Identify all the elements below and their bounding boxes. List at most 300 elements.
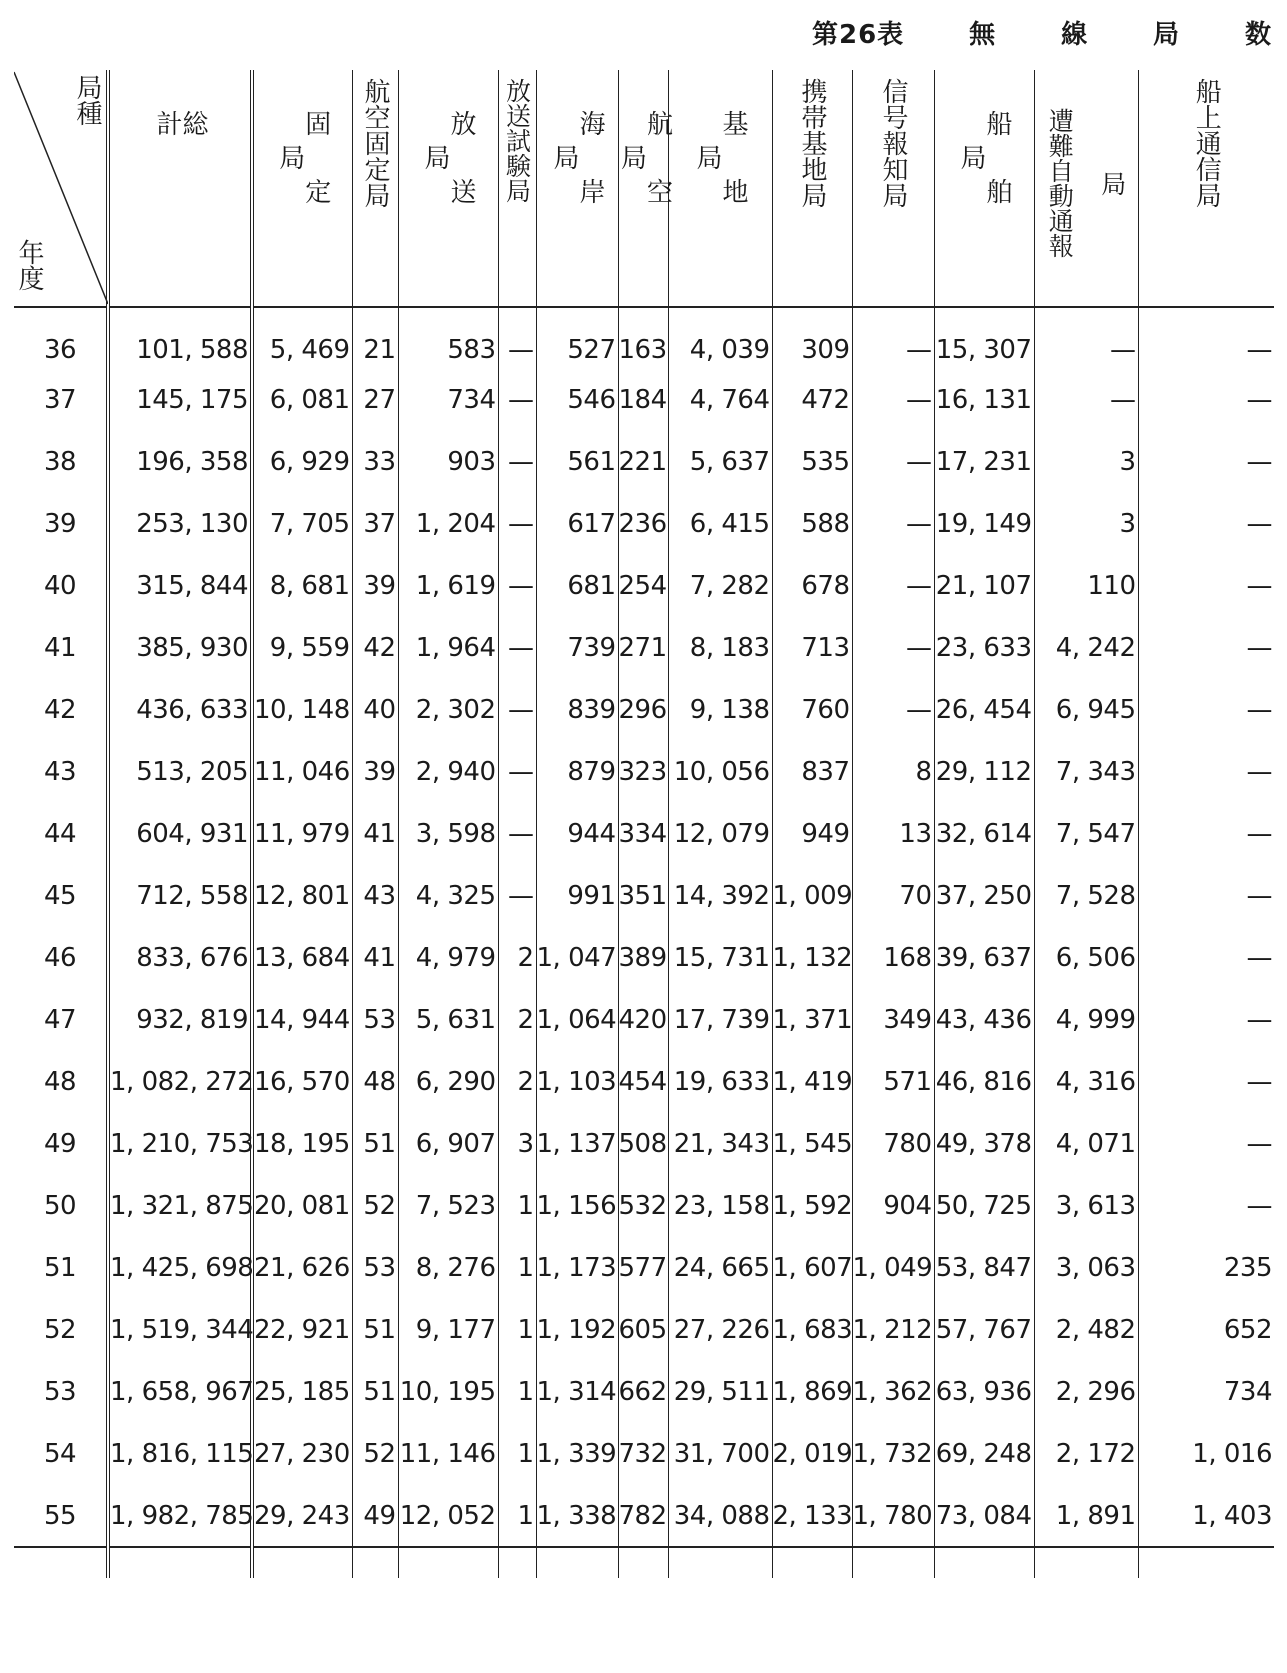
cell-coast: 1, 137 <box>536 1113 618 1175</box>
cell-fixed: 29, 243 <box>252 1485 352 1547</box>
cell-aero: 351 <box>618 865 668 927</box>
cell-coast: 681 <box>536 555 618 617</box>
cell-portable_base: 760 <box>772 679 852 741</box>
cell-fixed: 6, 081 <box>252 369 352 431</box>
cell-ship: 21, 107 <box>934 555 1034 617</box>
cell-signal_report: 8 <box>852 741 934 803</box>
cell-portable_base: 678 <box>772 555 852 617</box>
cell-distress_auto: 4, 316 <box>1034 1051 1138 1113</box>
column-header-base: 基地局 <box>668 70 772 307</box>
cell-distress_auto: 1, 891 <box>1034 1485 1138 1547</box>
cell-broadcast_test: 1 <box>498 1299 536 1361</box>
cell-onboard: — <box>1138 369 1274 431</box>
cell-aero: 782 <box>618 1485 668 1547</box>
cell-aero_fixed: 43 <box>352 865 398 927</box>
cell-aero: 254 <box>618 555 668 617</box>
cell-distress_auto: — <box>1034 307 1138 369</box>
cell-portable_base: 949 <box>772 803 852 865</box>
cell-broadcast_test: — <box>498 493 536 555</box>
cell-ship: 46, 816 <box>934 1051 1034 1113</box>
cell-base: 27, 226 <box>668 1299 772 1361</box>
column-header-fixed: 固定局 <box>252 70 352 307</box>
cell-coast: 839 <box>536 679 618 741</box>
table-row <box>14 1051 1274 1113</box>
cell-portable_base: 535 <box>772 431 852 493</box>
cell-coast: 739 <box>536 617 618 679</box>
cell-total: 385, 930 <box>108 617 252 679</box>
cell-aero_fixed: 39 <box>352 555 398 617</box>
cell-aero: 271 <box>618 617 668 679</box>
cell-broadcast_test: — <box>498 431 536 493</box>
cell-ship: 69, 248 <box>934 1423 1034 1485</box>
cell-aero: 662 <box>618 1361 668 1423</box>
cell-fixed: 18, 195 <box>252 1113 352 1175</box>
cell-portable_base: 1, 545 <box>772 1113 852 1175</box>
cell-aero_fixed: 27 <box>352 369 398 431</box>
cell-base: 19, 633 <box>668 1051 772 1113</box>
cell-broadcast_test: 1 <box>498 1361 536 1423</box>
column-header-ship: 船舶局 <box>934 70 1034 307</box>
cell-broadcast_test: 2 <box>498 1051 536 1113</box>
cell-coast: 546 <box>536 369 618 431</box>
cell-aero_fixed: 37 <box>352 493 398 555</box>
cell-broadcast: 5, 631 <box>398 989 498 1051</box>
cell-fixed: 6, 929 <box>252 431 352 493</box>
cell-signal_report: 904 <box>852 1175 934 1237</box>
table-row <box>14 803 1274 865</box>
year-cell: 49 <box>43 1129 77 1159</box>
cell-total: 513, 205 <box>108 741 252 803</box>
cell-onboard: — <box>1138 1113 1274 1175</box>
table-row <box>14 927 1274 989</box>
cell-onboard: — <box>1138 1051 1274 1113</box>
table-row <box>14 1175 1274 1237</box>
year-cell: 40 <box>43 571 77 601</box>
cell-broadcast: 12, 052 <box>398 1485 498 1547</box>
cell-distress_auto: 7, 343 <box>1034 741 1138 803</box>
cell-fixed: 11, 046 <box>252 741 352 803</box>
cell-broadcast: 3, 598 <box>398 803 498 865</box>
cell-aero_fixed: 40 <box>352 679 398 741</box>
cell-portable_base: 1, 371 <box>772 989 852 1051</box>
cell-broadcast_test: — <box>498 865 536 927</box>
cell-portable_base: 1, 419 <box>772 1051 852 1113</box>
page-title <box>812 12 1272 52</box>
cell-fixed: 7, 705 <box>252 493 352 555</box>
cell-aero: 577 <box>618 1237 668 1299</box>
cell-coast: 1, 192 <box>536 1299 618 1361</box>
cell-total: 1, 082, 272 <box>108 1051 252 1113</box>
cell-total: 145, 175 <box>108 369 252 431</box>
cell-ship: 49, 378 <box>934 1113 1034 1175</box>
cell-portable_base: 713 <box>772 617 852 679</box>
cell-portable_base: 837 <box>772 741 852 803</box>
cell-broadcast: 734 <box>398 369 498 431</box>
cell-total: 1, 519, 344 <box>108 1299 252 1361</box>
cell-broadcast: 6, 290 <box>398 1051 498 1113</box>
cell-broadcast: 4, 979 <box>398 927 498 989</box>
cell-aero_fixed: 51 <box>352 1299 398 1361</box>
cell-aero_fixed: 42 <box>352 617 398 679</box>
cell-base: 4, 039 <box>668 307 772 369</box>
year-cell: 38 <box>43 447 77 477</box>
cell-coast: 561 <box>536 431 618 493</box>
cell-onboard: 734 <box>1138 1361 1274 1423</box>
radio-stations-table <box>14 70 1274 1578</box>
cell-broadcast: 583 <box>398 307 498 369</box>
cell-fixed: 12, 801 <box>252 865 352 927</box>
cell-broadcast: 1, 964 <box>398 617 498 679</box>
cell-portable_base: 1, 009 <box>772 865 852 927</box>
column-header-signal-report: 信号報知局 <box>852 70 934 307</box>
cell-onboard: — <box>1138 679 1274 741</box>
cell-ship: 37, 250 <box>934 865 1034 927</box>
cell-broadcast_test: 1 <box>498 1175 536 1237</box>
cell-onboard: — <box>1138 1175 1274 1237</box>
year-cell: 37 <box>43 385 77 415</box>
cell-base: 8, 183 <box>668 617 772 679</box>
column-header-aero: 航空局 <box>618 70 668 307</box>
cell-coast: 527 <box>536 307 618 369</box>
cell-aero_fixed: 53 <box>352 1237 398 1299</box>
cell-signal_report: 1, 732 <box>852 1423 934 1485</box>
year-cell: 42 <box>43 695 77 725</box>
cell-signal_report: 1, 212 <box>852 1299 934 1361</box>
cell-broadcast_test: — <box>498 679 536 741</box>
cell-coast: 1, 103 <box>536 1051 618 1113</box>
cell-signal_report: 13 <box>852 803 934 865</box>
year-cell: 50 <box>43 1191 77 1221</box>
cell-ship: 32, 614 <box>934 803 1034 865</box>
table-row <box>14 369 1274 431</box>
cell-aero_fixed: 49 <box>352 1485 398 1547</box>
table-row <box>14 1423 1274 1485</box>
cell-onboard: 1, 016 <box>1138 1423 1274 1485</box>
cell-total: 1, 982, 785 <box>108 1485 252 1547</box>
cell-onboard: — <box>1138 307 1274 369</box>
cell-onboard: — <box>1138 927 1274 989</box>
cell-total: 1, 321, 875 <box>108 1175 252 1237</box>
cell-fixed: 27, 230 <box>252 1423 352 1485</box>
cell-aero: 296 <box>618 679 668 741</box>
cell-distress_auto: 7, 528 <box>1034 865 1138 927</box>
cell-base: 6, 415 <box>668 493 772 555</box>
cell-coast: 944 <box>536 803 618 865</box>
cell-coast: 1, 156 <box>536 1175 618 1237</box>
cell-aero: 163 <box>618 307 668 369</box>
cell-total: 196, 358 <box>108 431 252 493</box>
cell-distress_auto: 4, 242 <box>1034 617 1138 679</box>
cell-aero: 389 <box>618 927 668 989</box>
cell-aero_fixed: 41 <box>352 927 398 989</box>
cell-base: 14, 392 <box>668 865 772 927</box>
year-cell: 41 <box>43 633 77 663</box>
cell-aero: 184 <box>618 369 668 431</box>
cell-ship: 15, 307 <box>934 307 1034 369</box>
cell-broadcast_test: — <box>498 555 536 617</box>
cell-aero: 508 <box>618 1113 668 1175</box>
table-row <box>14 1485 1274 1547</box>
cell-fixed: 11, 979 <box>252 803 352 865</box>
cell-fixed: 20, 081 <box>252 1175 352 1237</box>
cell-ship: 39, 637 <box>934 927 1034 989</box>
column-header-total: 総計 <box>108 70 252 307</box>
cell-coast: 991 <box>536 865 618 927</box>
cell-aero: 221 <box>618 431 668 493</box>
cell-onboard: — <box>1138 865 1274 927</box>
cell-signal_report: 168 <box>852 927 934 989</box>
cell-broadcast: 9, 177 <box>398 1299 498 1361</box>
cell-total: 1, 816, 115 <box>108 1423 252 1485</box>
cell-base: 34, 088 <box>668 1485 772 1547</box>
cell-signal_report: 1, 049 <box>852 1237 934 1299</box>
table-body <box>14 307 1274 1547</box>
cell-total: 604, 931 <box>108 803 252 865</box>
column-header-broadcast: 放送局 <box>398 70 498 307</box>
cell-broadcast_test: — <box>498 803 536 865</box>
table-row <box>14 493 1274 555</box>
cell-portable_base: 2, 019 <box>772 1423 852 1485</box>
cell-onboard: 235 <box>1138 1237 1274 1299</box>
cell-distress_auto: 4, 071 <box>1034 1113 1138 1175</box>
cell-fixed: 16, 570 <box>252 1051 352 1113</box>
year-cell: 54 <box>43 1439 77 1469</box>
cell-coast: 1, 173 <box>536 1237 618 1299</box>
year-cell: 45 <box>43 881 77 911</box>
table-row <box>14 307 1274 369</box>
corner-label-year: 年度 <box>14 239 44 292</box>
cell-onboard: — <box>1138 431 1274 493</box>
cell-base: 15, 731 <box>668 927 772 989</box>
cell-fixed: 8, 681 <box>252 555 352 617</box>
cell-onboard: — <box>1138 741 1274 803</box>
cell-broadcast: 8, 276 <box>398 1237 498 1299</box>
cell-aero_fixed: 41 <box>352 803 398 865</box>
cell-coast: 1, 339 <box>536 1423 618 1485</box>
cell-portable_base: 2, 133 <box>772 1485 852 1547</box>
cell-signal_report: 1, 362 <box>852 1361 934 1423</box>
cell-broadcast: 903 <box>398 431 498 493</box>
cell-aero: 334 <box>618 803 668 865</box>
cell-broadcast: 11, 146 <box>398 1423 498 1485</box>
cell-total: 712, 558 <box>108 865 252 927</box>
cell-ship: 16, 131 <box>934 369 1034 431</box>
cell-signal_report: 349 <box>852 989 934 1051</box>
cell-signal_report: — <box>852 617 934 679</box>
cell-coast: 879 <box>536 741 618 803</box>
cell-fixed: 13, 684 <box>252 927 352 989</box>
cell-total: 315, 844 <box>108 555 252 617</box>
cell-total: 1, 210, 753 <box>108 1113 252 1175</box>
cell-signal_report: 571 <box>852 1051 934 1113</box>
cell-aero_fixed: 52 <box>352 1423 398 1485</box>
cell-total: 253, 130 <box>108 493 252 555</box>
table-row <box>14 617 1274 679</box>
table-row <box>14 679 1274 741</box>
cell-aero_fixed: 51 <box>352 1361 398 1423</box>
cell-broadcast: 6, 907 <box>398 1113 498 1175</box>
cell-distress_auto: 7, 547 <box>1034 803 1138 865</box>
cell-ship: 50, 725 <box>934 1175 1034 1237</box>
year-cell: 55 <box>43 1500 77 1531</box>
table-row <box>14 989 1274 1051</box>
cell-distress_auto: 2, 296 <box>1034 1361 1138 1423</box>
table-number: 第26表 <box>812 19 905 50</box>
corner-label-type: 局種 <box>72 74 102 126</box>
cell-broadcast: 2, 302 <box>398 679 498 741</box>
cell-onboard: — <box>1138 617 1274 679</box>
cell-base: 23, 158 <box>668 1175 772 1237</box>
cell-distress_auto: 6, 945 <box>1034 679 1138 741</box>
table-row <box>14 1299 1274 1361</box>
cell-onboard: — <box>1138 555 1274 617</box>
cell-fixed: 21, 626 <box>252 1237 352 1299</box>
cell-signal_report: — <box>852 307 934 369</box>
cell-portable_base: 309 <box>772 307 852 369</box>
cell-base: 7, 282 <box>668 555 772 617</box>
cell-base: 29, 511 <box>668 1361 772 1423</box>
cell-broadcast: 10, 195 <box>398 1361 498 1423</box>
year-cell: 48 <box>43 1067 77 1097</box>
cell-broadcast: 4, 325 <box>398 865 498 927</box>
cell-distress_auto: 3 <box>1034 431 1138 493</box>
cell-base: 10, 056 <box>668 741 772 803</box>
column-header-aero-fixed: 航空固定局 <box>352 70 398 307</box>
cell-fixed: 22, 921 <box>252 1299 352 1361</box>
cell-portable_base: 1, 683 <box>772 1299 852 1361</box>
cell-portable_base: 1, 607 <box>772 1237 852 1299</box>
year-cell: 51 <box>43 1253 77 1283</box>
cell-portable_base: 472 <box>772 369 852 431</box>
cell-distress_auto: 4, 999 <box>1034 989 1138 1051</box>
cell-aero: 323 <box>618 741 668 803</box>
cell-distress_auto: 6, 506 <box>1034 927 1138 989</box>
cell-broadcast_test: — <box>498 369 536 431</box>
cell-aero_fixed: 21 <box>352 307 398 369</box>
cell-distress_auto: 3 <box>1034 493 1138 555</box>
cell-portable_base: 1, 592 <box>772 1175 852 1237</box>
column-header-broadcast-test: 放送試験局 <box>498 70 536 307</box>
cell-aero: 605 <box>618 1299 668 1361</box>
cell-broadcast: 1, 204 <box>398 493 498 555</box>
cell-broadcast_test: — <box>498 741 536 803</box>
cell-aero_fixed: 53 <box>352 989 398 1051</box>
table-row <box>14 1361 1274 1423</box>
cell-signal_report: 70 <box>852 865 934 927</box>
cell-distress_auto: 2, 482 <box>1034 1299 1138 1361</box>
cell-base: 17, 739 <box>668 989 772 1051</box>
cell-onboard: 1, 403 <box>1138 1485 1274 1547</box>
year-cell: 36 <box>43 334 77 365</box>
year-cell: 52 <box>43 1315 77 1345</box>
cell-aero_fixed: 52 <box>352 1175 398 1237</box>
table-row <box>14 555 1274 617</box>
cell-broadcast: 1, 619 <box>398 555 498 617</box>
cell-broadcast_test: 2 <box>498 927 536 989</box>
cell-aero_fixed: 39 <box>352 741 398 803</box>
cell-signal_report: 1, 780 <box>852 1485 934 1547</box>
year-cell: 47 <box>43 1005 77 1035</box>
cell-fixed: 10, 148 <box>252 679 352 741</box>
column-header-coast: 海岸局 <box>536 70 618 307</box>
cell-ship: 29, 112 <box>934 741 1034 803</box>
cell-broadcast_test: — <box>498 617 536 679</box>
cell-ship: 43, 436 <box>934 989 1034 1051</box>
cell-total: 833, 676 <box>108 927 252 989</box>
cell-base: 5, 637 <box>668 431 772 493</box>
cell-base: 21, 343 <box>668 1113 772 1175</box>
cell-broadcast_test: 1 <box>498 1423 536 1485</box>
table-footer-row <box>14 1547 1274 1578</box>
corner-header <box>14 70 108 307</box>
header-row <box>14 70 1274 307</box>
cell-onboard: — <box>1138 989 1274 1051</box>
cell-ship: 23, 633 <box>934 617 1034 679</box>
table-row <box>14 741 1274 803</box>
cell-base: 24, 665 <box>668 1237 772 1299</box>
year-cell: 39 <box>43 509 77 539</box>
year-cell: 46 <box>43 943 77 973</box>
cell-coast: 1, 064 <box>536 989 618 1051</box>
cell-portable_base: 1, 132 <box>772 927 852 989</box>
cell-distress_auto: 2, 172 <box>1034 1423 1138 1485</box>
cell-ship: 57, 767 <box>934 1299 1034 1361</box>
cell-onboard: — <box>1138 803 1274 865</box>
cell-ship: 19, 149 <box>934 493 1034 555</box>
column-header-onboard: 船上通信局 <box>1138 70 1274 307</box>
cell-total: 1, 658, 967 <box>108 1361 252 1423</box>
cell-onboard: — <box>1138 493 1274 555</box>
cell-aero: 236 <box>618 493 668 555</box>
cell-ship: 73, 084 <box>934 1485 1034 1547</box>
cell-broadcast_test: 2 <box>498 989 536 1051</box>
cell-total: 101, 588 <box>108 307 252 369</box>
cell-portable_base: 588 <box>772 493 852 555</box>
cell-total: 1, 425, 698 <box>108 1237 252 1299</box>
table-row <box>14 865 1274 927</box>
table-row <box>14 1237 1274 1299</box>
cell-broadcast_test: 1 <box>498 1485 536 1547</box>
year-cell: 44 <box>43 819 77 849</box>
cell-base: 9, 138 <box>668 679 772 741</box>
cell-coast: 1, 338 <box>536 1485 618 1547</box>
title-char: 無 <box>969 19 997 50</box>
cell-onboard: 652 <box>1138 1299 1274 1361</box>
cell-fixed: 9, 559 <box>252 617 352 679</box>
cell-portable_base: 1, 869 <box>772 1361 852 1423</box>
cell-aero: 454 <box>618 1051 668 1113</box>
cell-distress_auto: 3, 613 <box>1034 1175 1138 1237</box>
cell-total: 436, 633 <box>108 679 252 741</box>
cell-base: 4, 764 <box>668 369 772 431</box>
cell-coast: 1, 314 <box>536 1361 618 1423</box>
year-cell: 53 <box>43 1377 77 1407</box>
cell-signal_report: — <box>852 431 934 493</box>
cell-fixed: 25, 185 <box>252 1361 352 1423</box>
cell-fixed: 14, 944 <box>252 989 352 1051</box>
cell-signal_report: — <box>852 369 934 431</box>
title-char: 線 <box>1061 19 1089 50</box>
cell-base: 12, 079 <box>668 803 772 865</box>
cell-broadcast: 7, 523 <box>398 1175 498 1237</box>
title-char: 局 <box>1153 19 1181 50</box>
table-row <box>14 431 1274 493</box>
table-row <box>14 1113 1274 1175</box>
cell-distress_auto: 3, 063 <box>1034 1237 1138 1299</box>
cell-total: 932, 819 <box>108 989 252 1051</box>
cell-aero: 420 <box>618 989 668 1051</box>
cell-aero: 732 <box>618 1423 668 1485</box>
